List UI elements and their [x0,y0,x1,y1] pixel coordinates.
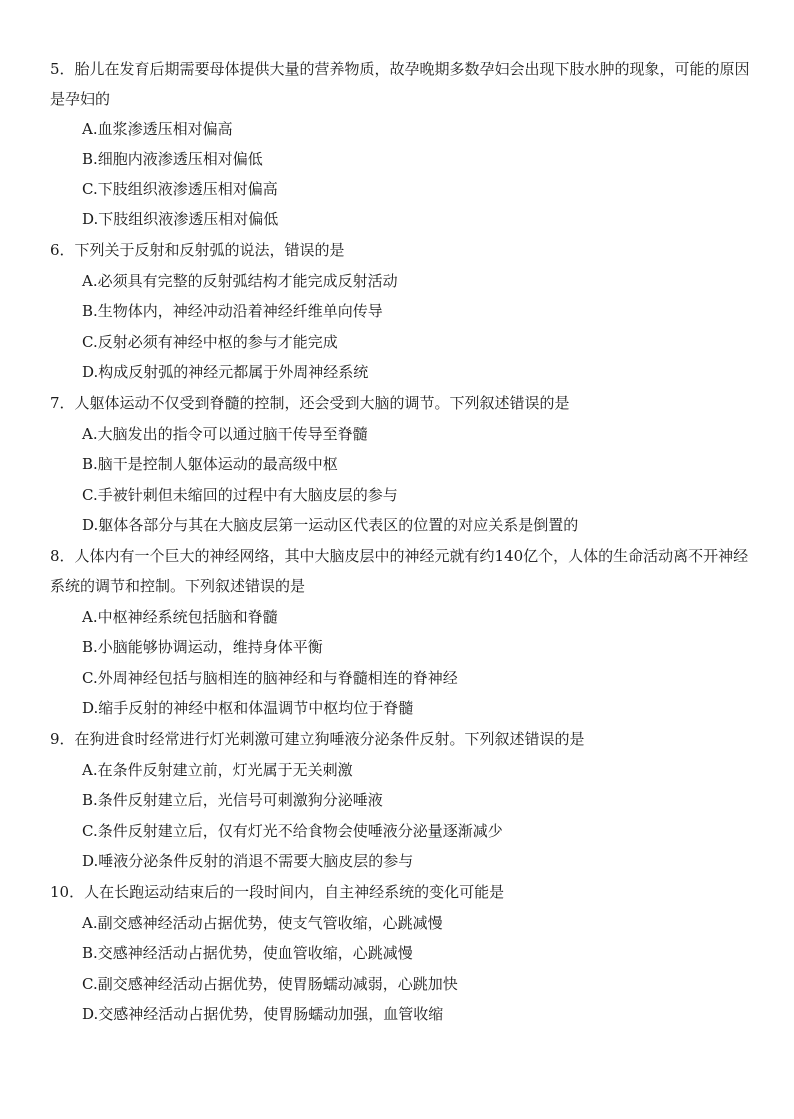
question-7-option-d: D.躯体各部分与其在大脑皮层第一运动区代表区的位置的对应关系是倒置的 [82,516,579,534]
question-9-option-a: A.在条件反射建立前，灯光属于无关刺激 [82,761,353,779]
question-5-option-a: A.血浆渗透压相对偏高 [82,120,233,138]
question-5-stem: 5．胎儿在发育后期需要母体提供大量的营养物质，故孕晚期多数孕妇会出现下肢水肿的现象，可能的原因是孕妇的 [50,60,750,108]
question-5-option-d: D.下肢组织液渗透压相对偏低 [82,210,279,228]
question-7-stem: 7．人躯体运动不仅受到脊髓的控制，还会受到大脑的调节。下列叙述错误的是 [50,394,570,412]
question-5-option-b: B.细胞内液渗透压相对偏低 [82,150,263,168]
question-10-option-c: C.副交感神经活动占据优势，使胃肠蠕动减弱，心跳加快 [82,975,458,993]
question-6-option-d: D.构成反射弧的神经元都属于外周神经系统 [82,363,369,381]
question-10-option-b: B.交感神经活动占据优势，使血管收缩，心跳减慢 [82,944,413,962]
question-6-option-a: A.必须具有完整的反射弧结构才能完成反射活动 [82,272,398,290]
question-9-option-d: D.唾液分泌条件反射的消退不需要大脑皮层的参与 [82,852,414,870]
question-8-option-b: B.小脑能够协调运动，维持身体平衡 [82,638,323,656]
question-10-stem: 10．人在长跑运动结束后的一段时间内，自主神经系统的变化可能是 [50,883,505,901]
question-9-stem: 9．在狗进食时经常进行灯光刺激可建立狗唾液分泌条件反射。下列叙述错误的是 [50,730,585,748]
question-6-option-b: B.生物体内，神经冲动沿着神经纤维单向传导 [82,302,383,320]
question-10-option-d: D.交感神经活动占据优势，使胃肠蠕动加强，血管收缩 [82,1005,444,1023]
question-8-option-a: A.中枢神经系统包括脑和脊髓 [82,608,278,626]
question-9-option-c: C.条件反射建立后，仅有灯光不给食物会使唾液分泌量逐渐减少 [82,822,503,840]
question-7-option-a: A.大脑发出的指令可以通过脑干传导至脊髓 [82,425,368,443]
question-6-option-c: C.反射必须有神经中枢的参与才能完成 [82,333,338,351]
question-9-option-b: B.条件反射建立后，光信号可刺激狗分泌唾液 [82,791,383,809]
question-6-stem: 6．下列关于反射和反射弧的说法，错误的是 [50,241,345,259]
question-7-option-c: C.手被针刺但未缩回的过程中有大脑皮层的参与 [82,486,398,504]
question-8-stem: 8．人体内有一个巨大的神经网络，其中大脑皮层中的神经元就有约140亿个，人体的生命活动离不开神经系统的调节和控制。下列叙述错误的是 [50,547,749,595]
question-8-option-d: D.缩手反射的神经中枢和体温调节中枢均位于脊髓 [82,699,414,717]
question-8-option-c: C.外周神经包括与脑相连的脑神经和与脊髓相连的脊神经 [82,669,458,687]
question-10-option-a: A.副交感神经活动占据优势，使支气管收缩，心跳减慢 [82,914,443,932]
question-5-option-c: C.下肢组织液渗透压相对偏高 [82,180,278,198]
question-7-option-b: B.脑干是控制人躯体运动的最高级中枢 [82,455,338,473]
